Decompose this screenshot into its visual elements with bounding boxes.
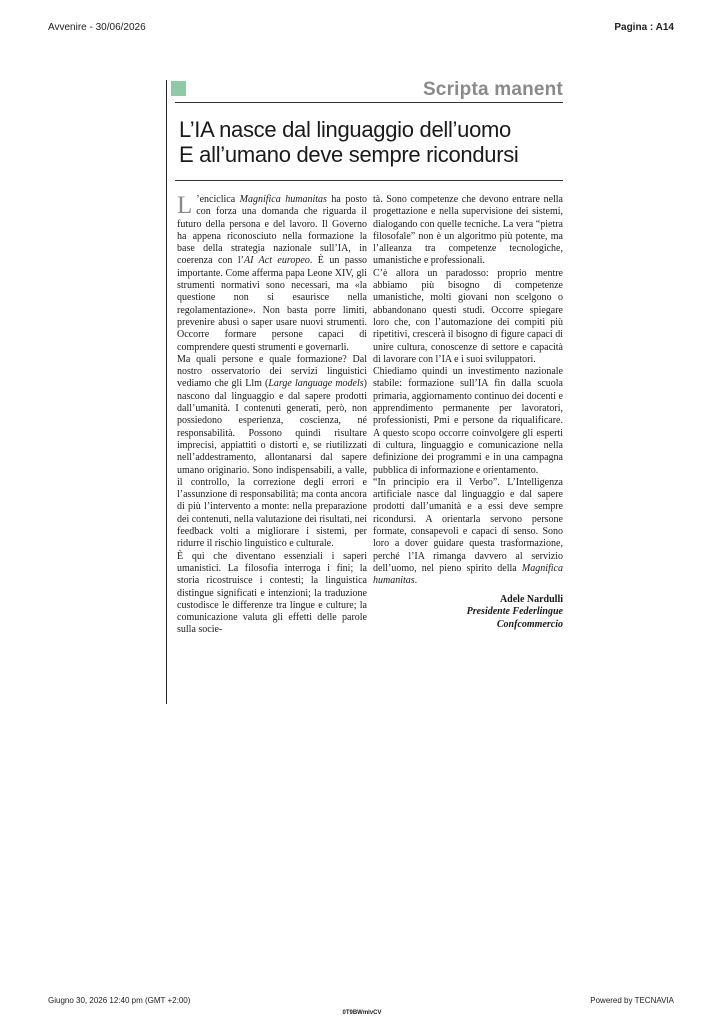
footer-timestamp: Giugno 30, 2026 12:40 pm (GMT +2:00) [48, 996, 191, 1005]
headline-divider [175, 180, 563, 181]
rubric-divider [175, 102, 563, 103]
footer-code: 0T9BWmlvCV [342, 1010, 382, 1016]
section-rubric: Scripta manent [422, 79, 563, 100]
footer-powered-by: Powered by TECNAVIA [590, 996, 674, 1005]
headline-line-1: L’IA nasce dal linguaggio dell’uomo [179, 117, 511, 142]
article-column-1 [177, 194, 367, 637]
paragraph: Chiediamo quindi un investimento nazionale stabile: formazione sull’IA fin dalla scuola primaria, aggiornamento continuo dei docenti e apprendimento permanente per lavoratori, professionisti, Pmi e persone da riqualificare. A questo scopo occorre coinvolgere gli esperti di cultura, linguaggio e comunicazione nella definizione dei programmi e in una campagna pubblica di informazione e orientamento. [373, 366, 563, 476]
paragraph: È qui che diventano essenziali i saperi umanistici. La filosofia interroga i fini; la storia ricostruisce i contesti; la linguistica distingue significati e intenzioni; la traduzione custodisce le differenze tra lingue e culture; la comunicazione valuta gli effetti delle parole sulla socie- [177, 550, 367, 636]
author-role: Presidente Federlingue [466, 606, 563, 617]
drop-cap: L [177, 192, 193, 219]
author-organization: Confcommercio [496, 618, 563, 630]
section-square-icon [171, 81, 186, 96]
paragraph: tà. Sono competenze che devono entrare nella progettazione e nella supervisione dei sistemi, dialogando con quelle tecniche. La vera “pietra filosofale” non è un algoritmo più potente, ma l’alleanza tra competenze tecnologiche, umanistiche e professionali. [373, 194, 563, 267]
header-source: Avvenire - 30/06/2026 [48, 22, 146, 33]
signature [373, 594, 563, 632]
headline [179, 117, 563, 167]
paragraph: C’è allora un paradosso: proprio mentre abbiamo più bisogno di competenze umanistiche, molti giovani non scelgono o abbandonano questi studi. Occorre spiegare loro che, con l’automazione dei compiti più ripetitivi, crescerà il bisogno di figure capaci di unire cultura, conoscenze di settore e capacità di lavorare con l’IA e i suoi sviluppatori. [373, 267, 563, 365]
paragraph: “In principio era il Verbo”. L’Intelligenza artificiale nasce dal linguaggio e dal sapere prodotti dall’umanità e a essi deve sempre ricondursi. A orientarla servono persone formate, consapevoli e capaci di senso. Sono loro a dover guidare questa trasformazione, perché l’IA rimanga davvero al servizio dell’uomo, nel pieno spirito della Magnifica humanitas. [373, 476, 563, 587]
paragraph: Ma quali persone e quale formazione? Dal nostro osservatorio dei servizi linguistici vediamo che gli Llm (Large language models) nascono dal linguaggio e dal sapere prodotti dall’umanità. I contenuti generati, però, non possiedono esperienza, coscienza, né responsabilità. Possono quindi risultare imprecisi, appiattiti o distorti e, se riutilizzati nell’addestramento, allontanarsi dal sapere umano originario. Sono indispensabili, a valle, il controllo, la correzione degli errori e l’assunzione di responsabilità; ma conta ancora di più l’intervento a monte: nella preparazione dei contenuti, nella valutazione dei risultati, nei feedback volti a migliorare i sistemi, per ridurre il rischio linguistico e culturale. [177, 353, 367, 550]
article-column-2 [373, 194, 563, 631]
article [166, 80, 563, 704]
author-name: Adele Nardulli [499, 593, 563, 605]
header-page-number: Pagina : A14 [614, 22, 674, 33]
paragraph: ’enciclica Magnifica humanitas ha posto con forza una domanda che riguarda il futuro della persona e del lavoro. Il Governo ha appena riconosciuto nella formazione la base della strategia nazionale sull’IA, in coerenza con l’AI Act europeo. È un passo importante. Come afferma papa Leone XIV, gli strumenti normativi sono necessari, ma «la questione non si esaurisce nella regolamentazione». Non basta porre limiti, prevenire abusi o saper usare nuovi strumenti. Occorre formare persone capaci di comprendere questi strumenti e governarli. [177, 194, 367, 353]
headline-line-2: E all’umano deve sempre ricondursi [179, 142, 519, 167]
